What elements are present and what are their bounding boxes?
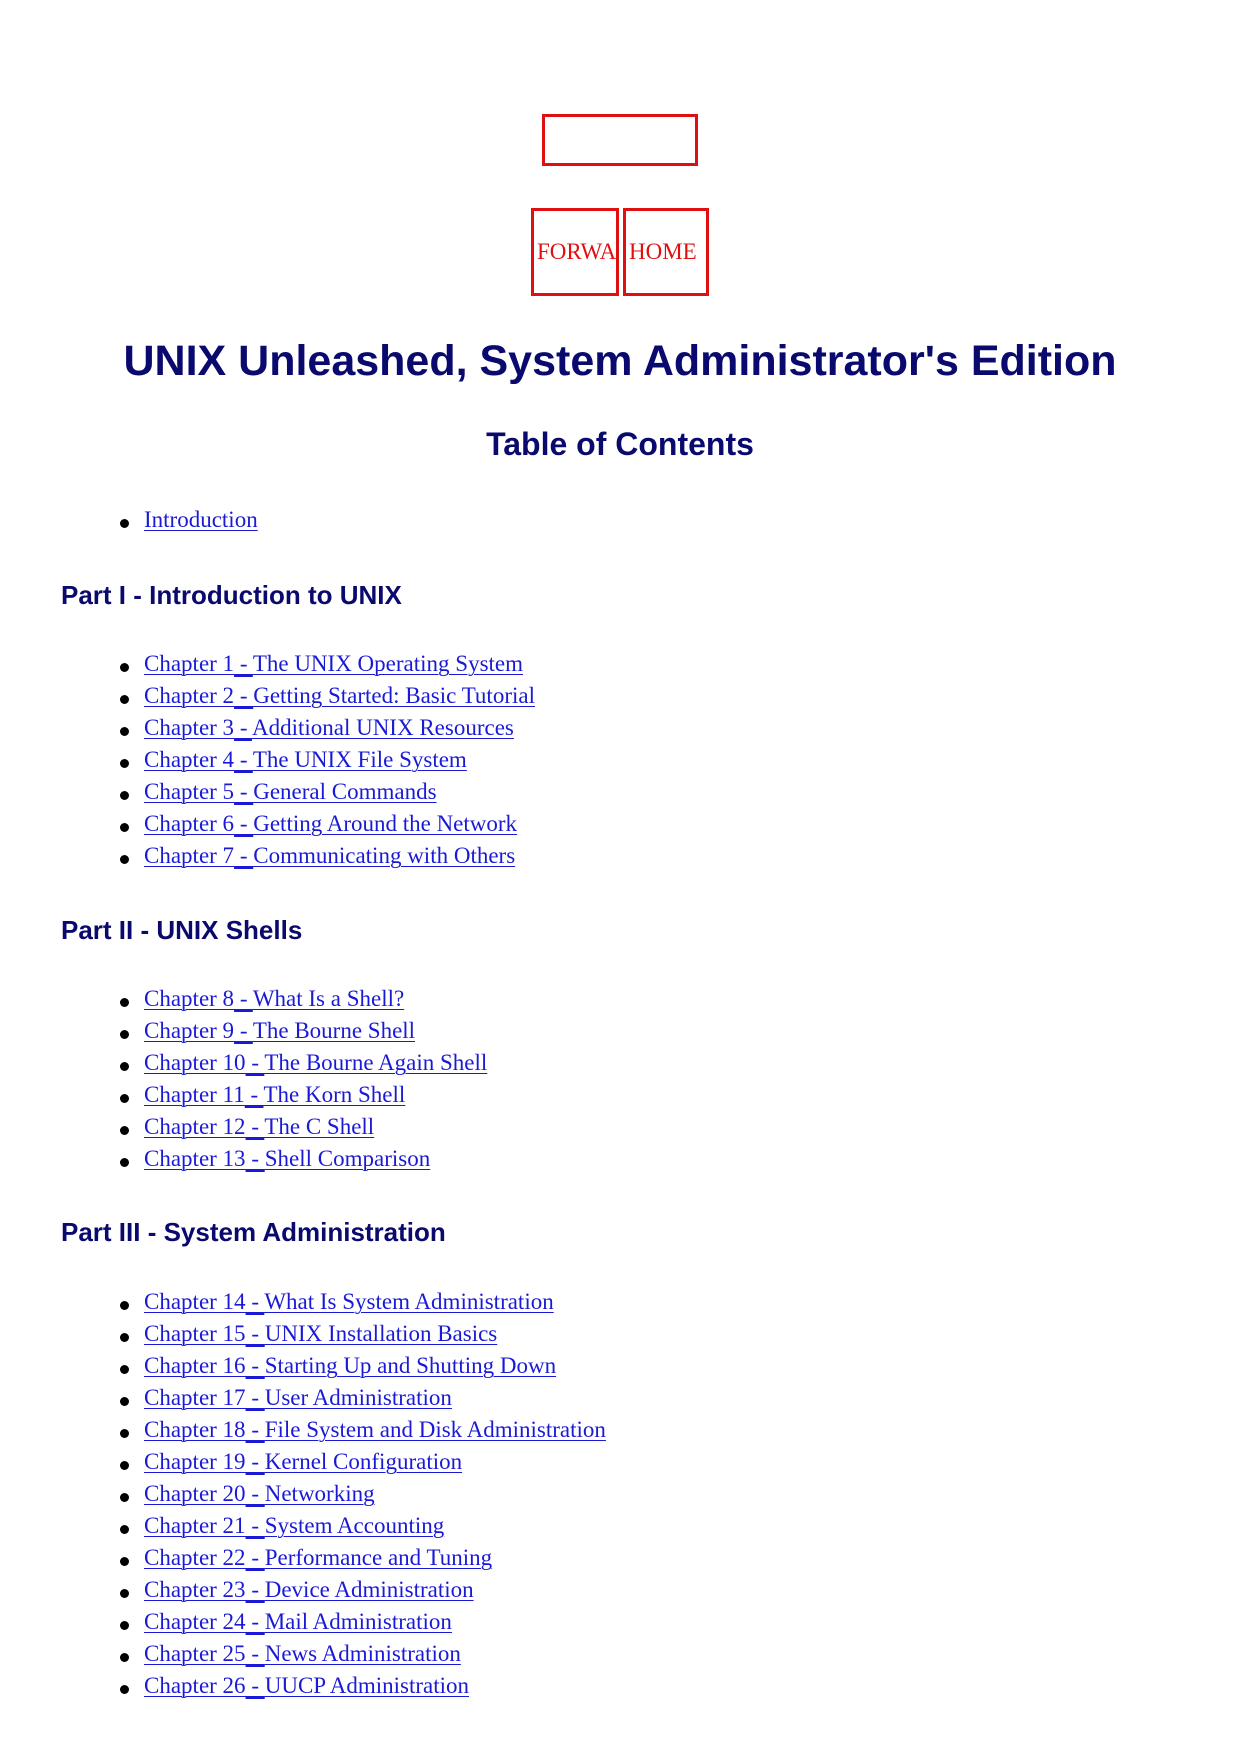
chapter-list-part-2 [0,983,487,1175]
chapter-list-part-3 [0,1286,606,1702]
bullet-icon [120,695,129,704]
page-title: UNIX Unleashed, System Administrator's Edition [123,337,1117,385]
chapter-link[interactable]: Chapter 5 - General Commands [144,779,437,804]
chapter-link[interactable]: Chapter 6 - Getting Around the Network [144,811,518,836]
list-item [0,1446,606,1478]
bullet-icon [120,1557,129,1566]
chapter-link[interactable]: Chapter 2 - Getting Started: Basic Tutorial [144,683,535,708]
chapter-link[interactable]: Chapter 7 - Communicating with Others [144,843,516,868]
bullet-icon [120,1126,129,1135]
bullet-icon [120,1030,129,1039]
list-item [0,1478,606,1510]
bullet-icon [120,1333,129,1342]
chapter-link[interactable]: Chapter 13 - Shell Comparison [144,1146,431,1171]
list-item [0,648,535,680]
chapter-link[interactable]: Chapter 4 - The UNIX File System [144,747,467,772]
chapter-link[interactable]: Chapter 15 - UNIX Installation Basics [144,1321,498,1346]
list-item [0,1574,606,1606]
chapter-link[interactable]: Chapter 19 - Kernel Configuration [144,1449,463,1474]
bullet-icon [120,1429,129,1438]
list-item [0,1111,487,1143]
part-heading: Part II - UNIX Shells [61,915,303,945]
bullet-icon [120,1493,129,1502]
part-heading: Part III - System Administration [61,1217,446,1247]
list-item [0,504,258,536]
list-item [0,1670,606,1702]
chapter-link[interactable]: Chapter 10 - The Bourne Again Shell [144,1050,488,1075]
part-heading: Part I - Introduction to UNIX [61,580,402,610]
bullet-icon [120,1685,129,1694]
bullet-icon [120,1653,129,1662]
chapter-link[interactable]: Chapter 17 - User Administration [144,1385,452,1410]
bullet-icon [120,1621,129,1630]
chapter-link[interactable]: Chapter 1 - The UNIX Operating System [144,651,524,676]
bullet-icon [120,727,129,736]
bullet-icon [120,1461,129,1470]
chapter-link[interactable]: Chapter 25 - News Administration [144,1641,461,1666]
intro-list [0,504,258,536]
banner-image-placeholder [542,114,698,166]
list-item [0,1382,606,1414]
introduction-link[interactable]: Introduction [144,507,258,532]
list-item [0,1015,487,1047]
list-item [0,1143,487,1175]
bullet-icon [120,855,129,864]
chapter-link[interactable]: Chapter 8 - What Is a Shell? [144,986,405,1011]
chapter-link[interactable]: Chapter 23 - Device Administration [144,1577,474,1602]
bullet-icon [120,1525,129,1534]
list-item [0,776,535,808]
list-item [0,1318,606,1350]
bullet-icon [120,791,129,800]
bullet-icon [120,1094,129,1103]
list-item [0,1079,487,1111]
list-item [0,1350,606,1382]
bullet-icon [120,1589,129,1598]
nav-buttons [531,208,709,296]
home-button[interactable]: HOME [623,208,709,296]
chapter-link[interactable]: Chapter 18 - File System and Disk Administration [144,1417,606,1442]
bullet-icon [120,519,129,528]
chapter-link[interactable]: Chapter 3 - Additional UNIX Resources [144,715,514,740]
chapter-link[interactable]: Chapter 16 - Starting Up and Shutting Down [144,1353,557,1378]
bullet-icon [120,663,129,672]
list-item [0,680,535,712]
chapter-link[interactable]: Chapter 26 - UUCP Administration [144,1673,469,1698]
page-subtitle: Table of Contents [486,426,754,462]
bullet-icon [120,759,129,768]
forward-button[interactable]: FORWA [531,208,619,296]
chapter-list-part-1 [0,648,535,872]
bullet-icon [120,998,129,1007]
list-item [0,808,535,840]
chapter-link[interactable]: Chapter 11 - The Korn Shell [144,1082,406,1107]
list-item [0,840,535,872]
list-item [0,1542,606,1574]
list-item [0,744,535,776]
chapter-link[interactable]: Chapter 20 - Networking [144,1481,375,1506]
list-item [0,1638,606,1670]
bullet-icon [120,1062,129,1071]
chapter-link[interactable]: Chapter 24 - Mail Administration [144,1609,452,1634]
list-item [0,983,487,1015]
list-item [0,1606,606,1638]
list-item [0,1414,606,1446]
chapter-link[interactable]: Chapter 22 - Performance and Tuning [144,1545,493,1570]
bullet-icon [120,1365,129,1374]
list-item [0,1510,606,1542]
bullet-icon [120,1301,129,1310]
bullet-icon [120,823,129,832]
chapter-link[interactable]: Chapter 14 - What Is System Administration [144,1289,554,1314]
bullet-icon [120,1158,129,1167]
list-item [0,1047,487,1079]
list-item [0,1286,606,1318]
list-item [0,712,535,744]
chapter-link[interactable]: Chapter 21 - System Accounting [144,1513,445,1538]
bullet-icon [120,1397,129,1406]
chapter-link[interactable]: Chapter 12 - The C Shell [144,1114,375,1139]
chapter-link[interactable]: Chapter 9 - The Bourne Shell [144,1018,416,1043]
